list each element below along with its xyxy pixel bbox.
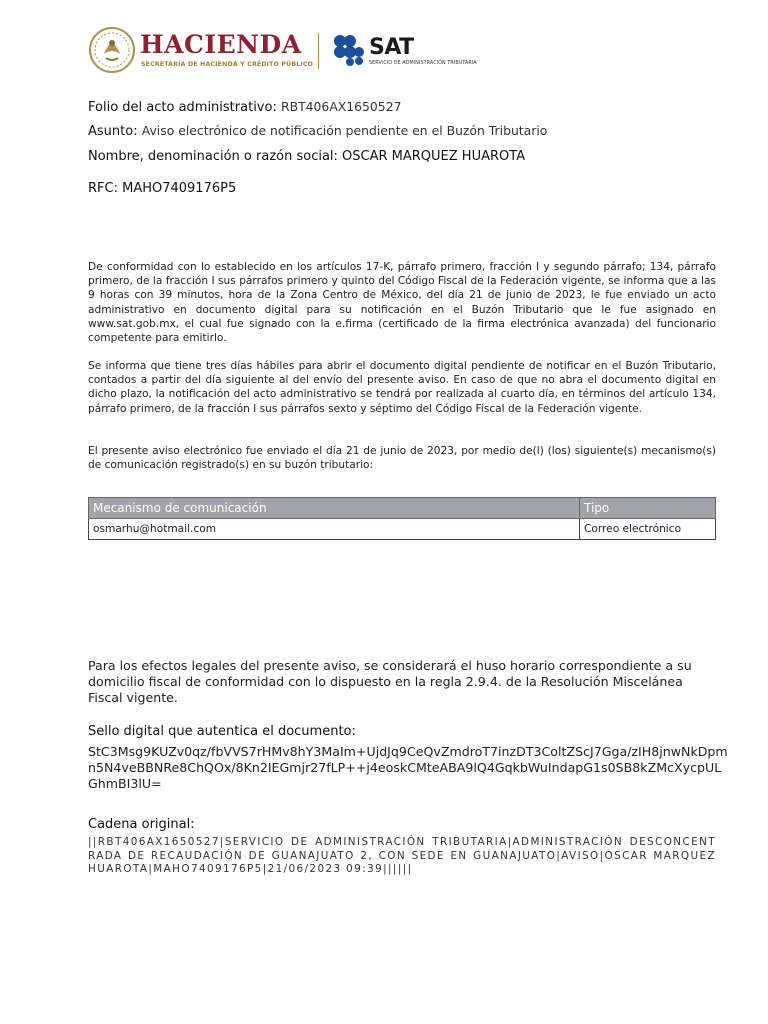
cadena-title: Cadena original: (88, 817, 195, 832)
asunto-value: Aviso electrónico de notificación pendiente en el Buzón Tributario (141, 123, 548, 138)
cadena-original-value: ||RBT406AX1650527|SERVICIO DE ADMINISTRACIÓN TRIBUTARIA|ADMINISTRACIÓN DESCONCENTRADA DE RECAUDACIÓN DE GUANAJUATO 2, CON SEDE EN GUANAJUATO|AVISO|OSCAR MARQUEZ HUAROTA|MAHO7409176P5|21/06/2023 09:39|||||| (88, 836, 716, 875)
notification-paragraph: De conformidad con lo establecido en los artículos 17-K, párrafo primero, fracción I y segundo párrafo; 134, párrafo primero, de la fracción I sus párrafos primero y quinto del Código Fiscal de la Federación vigente, se informa que a las 9 horas con 39 minutos, hora de la Zona Centro de México, del día 21 de junio de 2023, le fue enviado un acto administrativo en documento digital para su notificación en el Buzón Tributario que le fue asignado en www.sat.gob.mx, el cual fue signado con la e.firma (certificado de la firma electrónica avanzada) del funcionario competente para emitirlo. (88, 261, 716, 345)
deadline-paragraph: Se informa que tiene tres días hábiles para abrir el documento digital pendiente de notificar en el Buzón Tributario, contados a partir del día siguiente al del envío del presente aviso. En caso de que no abra el documento digital en dicho plazo, la notificación del acto administrativo se tendrá por realizada al cuarto día, en términos del artículo 134, párrafo primero, de la fracción I sus párrafos sexto y séptimo del Código Fiscal de la Federación vigente. (88, 360, 716, 415)
sat-logo-icon (333, 34, 365, 66)
folio-label: Folio del acto administrativo: (88, 100, 277, 115)
hacienda-subtitle: SECRETARÍA DE HACIENDA Y CRÉDITO PÚBLICO (141, 61, 314, 68)
column-header-mecanismo: Mecanismo de comunicación (89, 498, 580, 519)
sello-digital-value: StC3Msg9KUZv0qz/fbVVS7rHMv8hY3MaIm+UjdJq9CeQvZmdroT7inzDT3ColtZScJ7Gga/zIH8jnwNkDpmn5N4veBBNRe8ChQOx/8Kn2IEGmjr27fLP++j4eoskCMteABA9lQ4GqkbWuIndapG1s0SB8kZMcXycpULGhmBI3lU= (88, 744, 728, 791)
legal-paragraph: Para los efectos legales del presente aviso, se considerará el huso horario correspondiente a su domicilio fiscal de conformidad con lo dispuesto en la regla 2.9.4. de la Resolución Miscelánea Fiscal vigente. (88, 658, 692, 705)
table-row (89, 519, 716, 540)
sat-title: SAT (369, 35, 414, 60)
type-cell: Correo electrónico (580, 519, 716, 540)
column-header-tipo: Tipo (580, 498, 716, 519)
asunto-label: Asunto: (88, 124, 138, 139)
sello-title: Sello digital que autentica el documento: (88, 724, 356, 739)
logo-divider (318, 33, 319, 69)
mexico-seal-logo (88, 24, 136, 76)
email-cell: osmarhu@hotmail.com (89, 519, 580, 540)
sat-subtitle: SERVICIO DE ADMINISTRACIÓN TRIBUTARIA (369, 61, 477, 66)
mechanism-paragraph: El presente aviso electrónico fue enviado el día 21 de junio de 2023, por medio de(l) (los) siguiente(s) mecanismo(s) de comunicación registrado(s) en su buzón tributario: (88, 445, 716, 472)
asunto-line (88, 122, 547, 141)
table-header-row (89, 498, 716, 519)
folio-line (88, 98, 401, 117)
folio-value: RBT406AX1650527 (280, 99, 402, 114)
rfc-line: RFC: MAHO7409176P5 (88, 181, 237, 196)
hacienda-title: HACIENDA (140, 30, 302, 59)
nombre-line: Nombre, denominación o razón social: OSCAR MARQUEZ HUAROTA (88, 149, 526, 164)
communication-mechanism-table (88, 497, 716, 540)
